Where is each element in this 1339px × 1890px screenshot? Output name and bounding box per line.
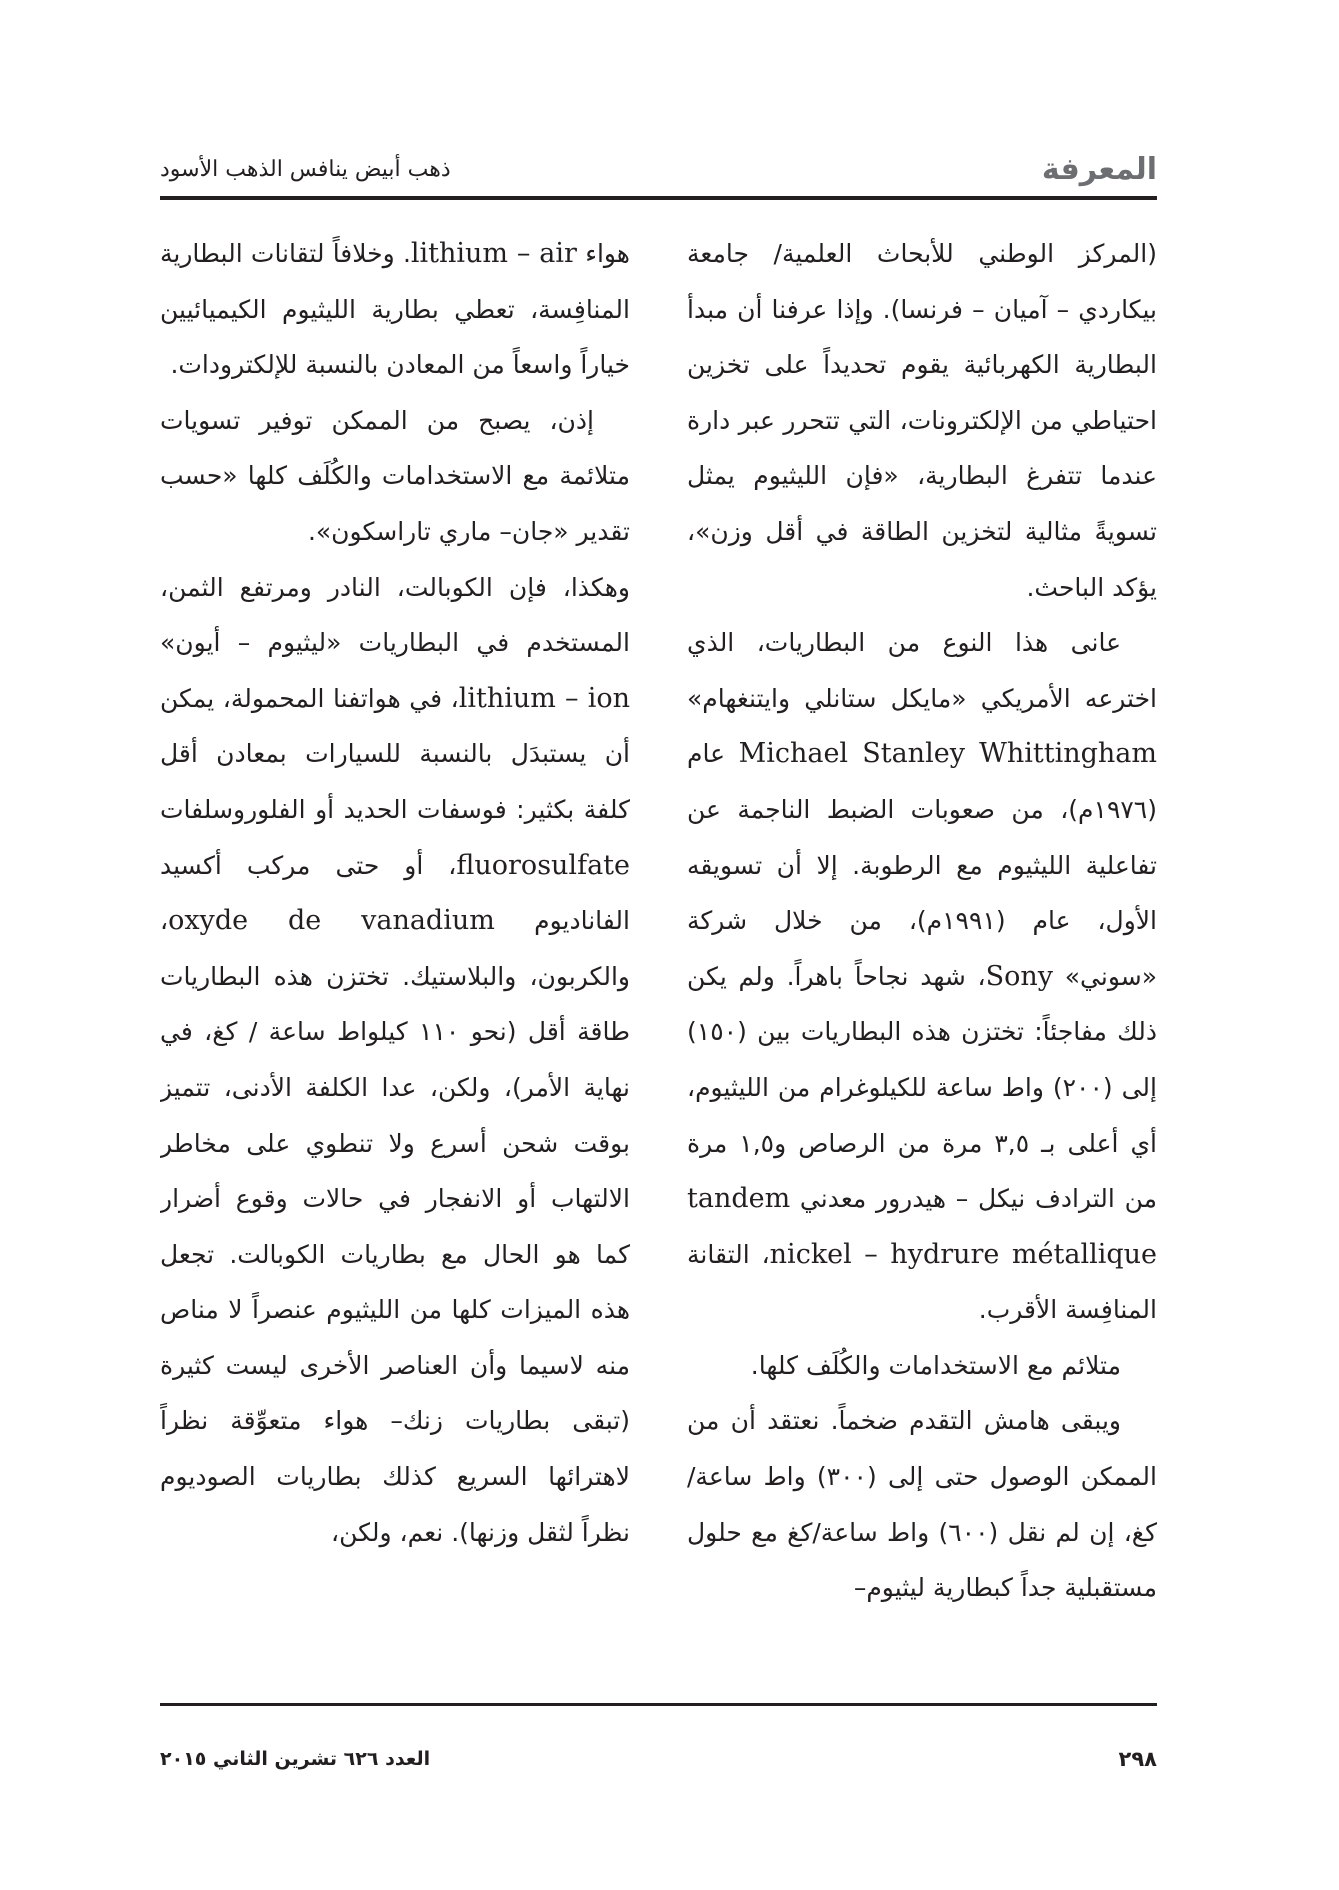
text-run: ، شهد نجاحاً باهراً. ولم يكن ذلك مفاجئاً: تختزن هذه البطاريات بين (١٥٠) إلى (٢٠٠) واط ساعة للكيلوغرام من الليثيوم، أي أعلى بـ ٣,٥ مرة من الرصاص و١,٥ مرة من الترادف نيكل – هيدرور معدني [687, 961, 1157, 1214]
page-number: ٢٩٨ [1118, 1747, 1157, 1771]
latin-term: fluorosulfate [456, 849, 630, 881]
text-run: وهكذا، فإن الكوبالت، النادر ومرتفع الثمن، المستخدم في البطاريات «ليثيوم – أيون» [160, 572, 630, 658]
latin-term: lithium – ion [458, 682, 630, 714]
header-rule [160, 196, 1157, 200]
text-run: ، في هواتفنا المحمولة، يمكن أن يستبدَل بالنسبة للسيارات بمعادن أقل كلفة بكثير: فوسفات الحديد أو الفلوروسلفات [160, 683, 630, 824]
page-header [160, 148, 1157, 192]
text-run: ، أو حتى مركب أكسيد الفاناديوم [160, 850, 630, 936]
text-run: ، والكربون، والبلاستيك. تختزن هذه البطاريات طاقة أقل (نحو ١١٠ كيلواط ساعة / كغ، في نهاية الأمر)، ولكن، عدا الكلفة الأدنى، تتميز بوقت شحن أسرع ولا تنطوي على مخاطر الالتهاب أو الانفجار في حالات وقوع أضرار كما هو الحال مع بطاريات الكوبالت. تجعل هذه الميزات كلها من الليثيوم عنصراً لا مناص منه لاسيما وأن العناصر الأخرى ليست كثيرة (تبقى بطاريات زنك– هواء متعوِّقة نظراً لاهترائها السريع كذلك بطاريات الصوديوم نظراً لثقل وزنها). نعم، ولكن، [160, 906, 630, 1547]
paragraph: إذن، يصبح من الممكن توفير تسويات متلائمة مع الاستخدامات والكُلَف كلها «حسب تقدير «جان– ماري تاراسكون». [160, 405, 630, 546]
text-run: ، التقانة المنافِسة الأقرب. [687, 1239, 1157, 1325]
paragraph: متلائم مع الاستخدامات والكُلَف كلها. [750, 1350, 1121, 1380]
paragraph [687, 615, 1157, 1338]
article-column-right [687, 226, 1157, 1696]
running-title: ذهب أبيض ينافس الذهب الأسود [160, 157, 451, 182]
paragraph [160, 226, 630, 393]
text-run: عانى هذا النوع من البطاريات، الذي اخترعه الأمريكي «مايكل ستانلي وايتنغهام» [687, 628, 1157, 713]
latin-term: oxyde de vanadium [168, 905, 495, 937]
paragraph: (المركز الوطني للأبحاث العلمية/ جامعة بيكاردي – آميان – فرنسا). وإذا عرفنا أن مبدأ البطارية الكهربائية يقوم تحديداً على تخزين احتياطي من الإلكترونات، التي تتحرر عبر دارة عندما تتفرغ البطارية، «فإن الليثيوم يمثل تسويةً مثالية لتخزين الطاقة في أقل وزن»، يؤكد الباحث. [687, 239, 1157, 602]
magazine-logo: المعرفة [1041, 152, 1157, 187]
text-run: هواء [585, 239, 630, 268]
paragraph [160, 560, 630, 1561]
footer-rule [160, 1703, 1157, 1706]
article-column-left [160, 226, 630, 1696]
issue-info: العدد ٦٢٦ تشرين الثاني ٢٠١٥ [160, 1748, 431, 1770]
paragraph: ويبقى هامش التقدم ضخماً. نعتقد أن من الممكن الوصول حتى إلى (٣٠٠) واط ساعة/ كغ، إن لم نقل (٦٠٠) واط ساعة/كغ مع حلول مستقبلية جداً كبطارية ليثيوم– [687, 1406, 1157, 1603]
latin-term: Michael Stanley Whittingham [738, 738, 1157, 770]
text-run: عام (١٩٧٦م)، من صعوبات الضبط الناجمة عن تفاعلية الليثيوم مع الرطوبة. إلا أن تسويقه الأول، عام (١٩٩١م)، من خلال شركة «سوني» [687, 739, 1157, 991]
latin-term: lithium – air [410, 238, 577, 269]
latin-term: Sony [985, 960, 1054, 992]
latin-term: tandem nickel – hydrure métallique [687, 1183, 1157, 1270]
text-run: . وخلافاً لتقانات البطارية المنافِسة، تعطي بطارية الليثيوم الكيميائيين خياراً واسعاً من المعادن بالنسبة للإلكترودات. [160, 239, 630, 380]
